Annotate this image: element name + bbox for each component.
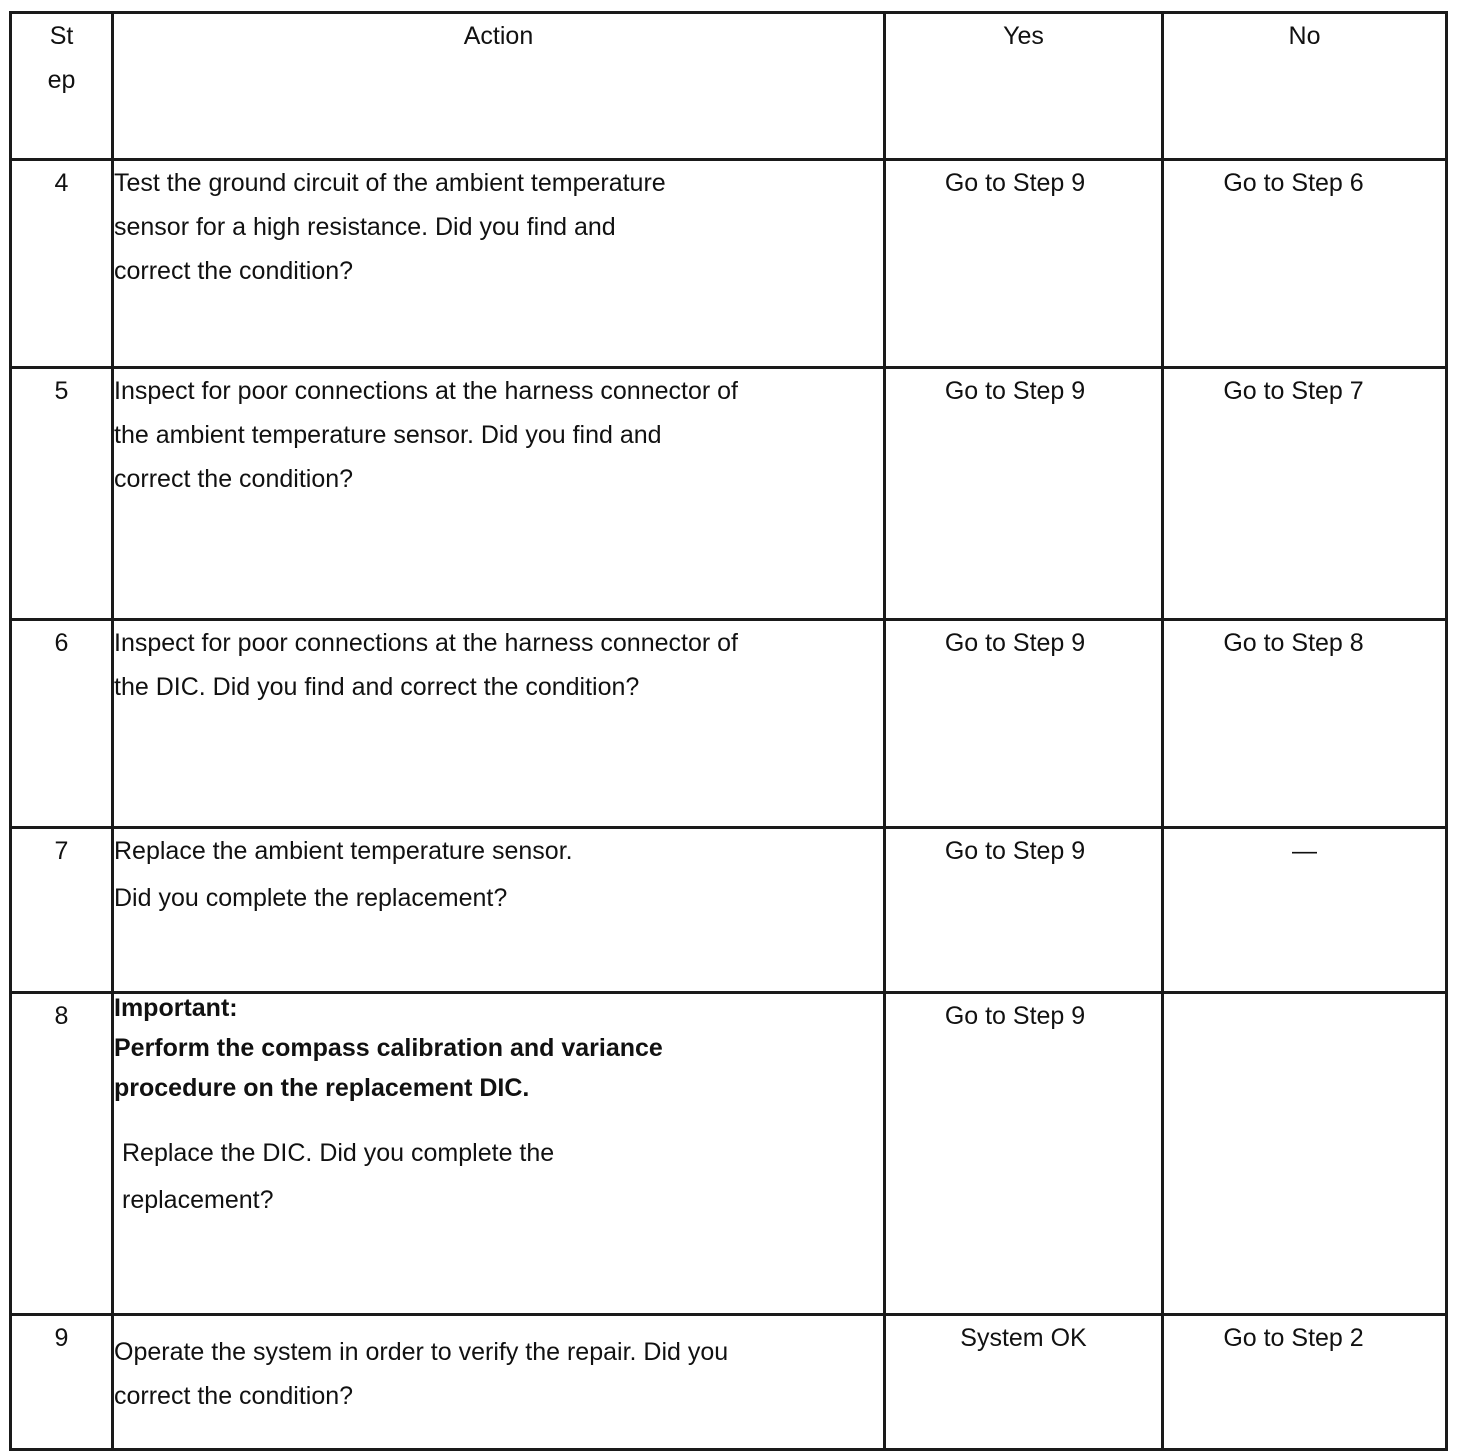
yes-result: Go to Step 9 xyxy=(944,169,1086,197)
step-number: 5 xyxy=(11,368,113,620)
action-line: sensor for a high resistance. Did you find and xyxy=(114,213,616,241)
table-row-step-6 xyxy=(11,620,1447,828)
yes-cell xyxy=(885,368,1163,620)
header-yes: Yes xyxy=(885,13,1163,160)
yes-cell xyxy=(885,993,1163,1315)
diagnostic-table xyxy=(9,11,1448,1451)
table-row-step-7 xyxy=(11,828,1447,993)
yes-cell xyxy=(885,1315,1163,1450)
no-cell xyxy=(1163,1315,1447,1450)
action-line: the ambient temperature sensor. Did you find and xyxy=(114,421,662,449)
no-cell xyxy=(1163,368,1447,620)
yes-cell xyxy=(885,160,1163,368)
table-row-step-4 xyxy=(11,160,1447,368)
no-result-dash: — xyxy=(1292,837,1317,865)
table-row-step-8 xyxy=(11,993,1447,1315)
action-line: Inspect for poor connections at the harness connector of xyxy=(114,377,738,405)
no-result: Go to Step 6 xyxy=(1223,169,1364,197)
yes-result: Go to Step 9 xyxy=(944,837,1086,865)
header-no: No xyxy=(1163,13,1447,160)
yes-result: System OK xyxy=(960,1324,1087,1352)
step-number: 4 xyxy=(11,160,113,368)
action-line: the DIC. Did you find and correct the condition? xyxy=(114,673,640,701)
action-line: replacement? xyxy=(122,1186,274,1214)
important-note-line: Perform the compass calibration and variance xyxy=(114,1034,663,1062)
action-line: Replace the ambient temperature sensor. xyxy=(114,837,573,865)
no-cell xyxy=(1163,828,1447,993)
header-action: Action xyxy=(113,13,885,160)
important-note-line: procedure on the replacement DIC. xyxy=(114,1074,530,1102)
table-row-step-5 xyxy=(11,368,1447,620)
action-line: Did you complete the replacement? xyxy=(114,884,508,912)
action-line: Test the ground circuit of the ambient temperature xyxy=(114,169,666,197)
yes-result: Go to Step 9 xyxy=(944,377,1086,405)
no-result: Go to Step 8 xyxy=(1223,629,1364,657)
no-cell xyxy=(1163,620,1447,828)
header-step-line1: St xyxy=(49,22,74,50)
no-cell xyxy=(1163,160,1447,368)
no-result: Go to Step 7 xyxy=(1223,377,1364,405)
step-number: 9 xyxy=(11,1315,113,1450)
action-text-block xyxy=(114,1130,883,1224)
header-step-line2: ep xyxy=(47,66,76,94)
no-cell xyxy=(1163,993,1447,1315)
yes-result: Go to Step 9 xyxy=(944,629,1086,657)
yes-result: Go to Step 9 xyxy=(944,1002,1086,1030)
table-row-step-9 xyxy=(11,1315,1447,1450)
important-label: Important: xyxy=(114,994,238,1022)
action-cell xyxy=(113,993,885,1315)
action-line: Operate the system in order to verify the repair. Did you xyxy=(114,1338,729,1366)
yes-cell xyxy=(885,828,1163,993)
action-line: correct the condition? xyxy=(114,465,354,493)
action-cell xyxy=(113,828,885,993)
action-line: correct the condition? xyxy=(114,1382,354,1410)
action-cell xyxy=(113,620,885,828)
step-number: 8 xyxy=(11,993,113,1315)
action-cell xyxy=(113,1315,885,1450)
header-row xyxy=(11,13,1447,160)
action-cell xyxy=(113,368,885,620)
action-cell xyxy=(113,160,885,368)
no-result: Go to Step 2 xyxy=(1223,1324,1364,1352)
step-number: 6 xyxy=(11,620,113,828)
header-step xyxy=(11,13,113,160)
yes-cell xyxy=(885,620,1163,828)
action-line: correct the condition? xyxy=(114,257,354,285)
action-line: Inspect for poor connections at the harness connector of xyxy=(114,629,738,657)
step-number: 7 xyxy=(11,828,113,993)
action-line: Replace the DIC. Did you complete the xyxy=(122,1139,555,1167)
